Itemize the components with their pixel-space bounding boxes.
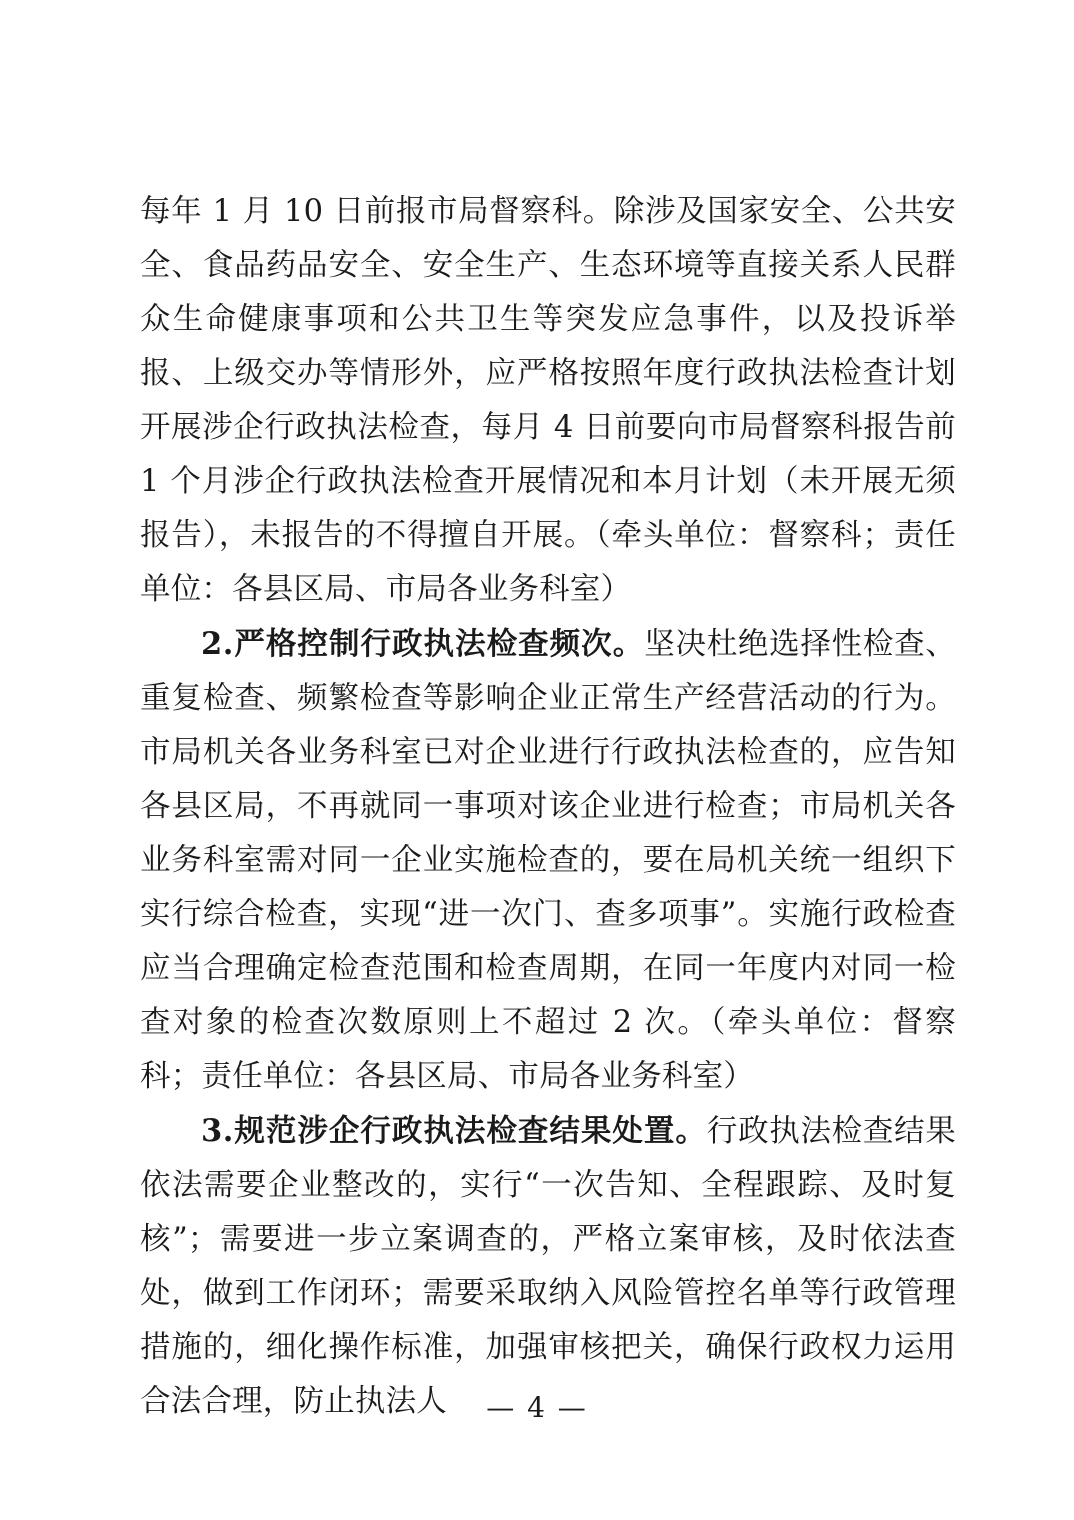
paragraph-1 [140,185,956,617]
paragraph-2-heading: 2.严格控制行政执法检查频次。 [201,626,645,662]
paragraph-3 [140,1104,956,1429]
paragraph-1-text: 每年 1 月 10 日前报市局督察科。除涉及国家安全、公共安全、食品药品安全、安全生产、生态环境等直接关系人民群众生命健康事项和公共卫生等突发应急事件，以及投诉举报、上级交办等情形外，应严格按照年度行政执法检查计划开展涉企行政执法检查，每月 4 日前要向市局督察科报告前 1 个月涉企行政执法检查开展情况和本月计划（未开展无须报告），未报告的不得擅自开展。（牵头单位：督察科；责任单位：各县区局、市局各业务科室） [140,194,956,607]
document-body [140,185,956,1429]
paragraph-3-heading: 3.规范涉企行政执法检查结果处置。 [201,1113,707,1149]
page-footer [0,1391,1074,1424]
paragraph-3-text: 行政执法检查结果依法需要企业整改的，实行“一次告知、全程跟踪、及时复核”；需要进一步立案调查的，严格立案审核，及时依法查处，做到工作闭环；需要采取纳入风险管控名单等行政管理措施的，细化操作标准，加强审核把关，确保行政权力运用合法合理，防止执法人 [140,1114,956,1419]
page-number: — 4 — [486,1391,588,1424]
paragraph-2 [140,617,956,1104]
paragraph-2-text: 坚决杜绝选择性检查、重复检查、频繁检查等影响企业正常生产经营活动的行为。市局机关各业务科室已对企业进行行政执法检查的，应告知各县区局，不再就同一事项对该企业进行检查；市局机关各业务科室需对同一企业实施检查的，要在局机关统一组织下实行综合检查，实现“进一次门、查多项事”。实施行政检查应当合理确定检查范围和检查周期，在同一年度内对同一检查对象的检查次数原则上不超过 2 次。（牵头单位：督察科；责任单位：各县区局、市局各业务科室） [140,627,957,1094]
